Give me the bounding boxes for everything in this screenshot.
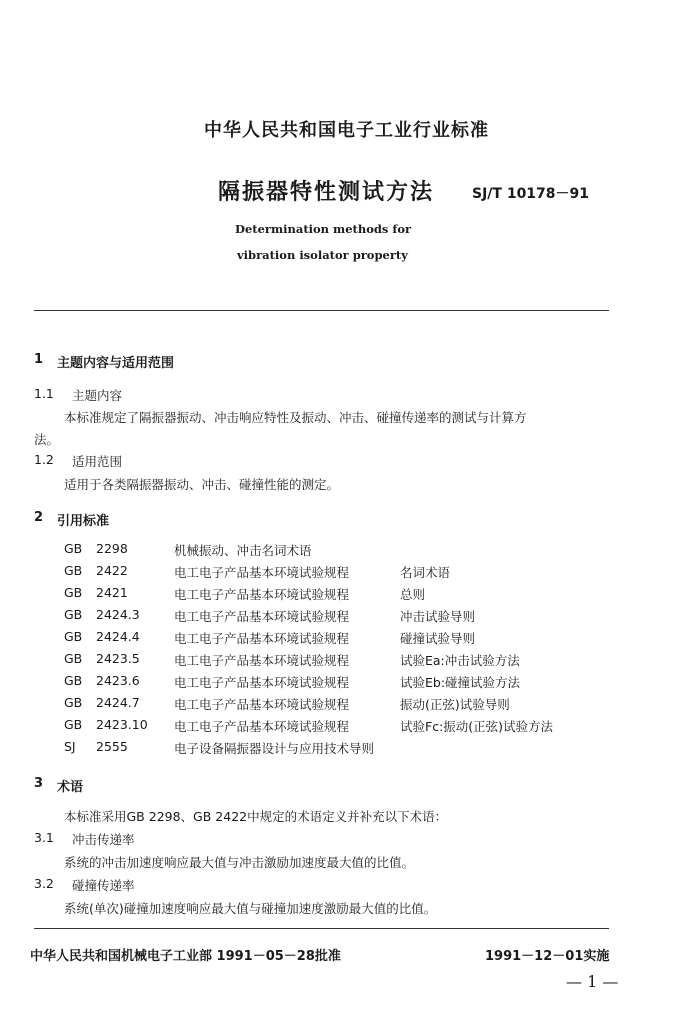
effective-date: 1991－12－01实施 [485, 949, 610, 964]
section-2-title: 引用标准 [57, 514, 110, 529]
section-3-1-title: 冲击传递率 [72, 832, 135, 847]
reference-title: 电工电子产品基本环境试验规程 [174, 675, 350, 690]
reference-number: 2424.4 [96, 629, 140, 644]
reference-subtitle: 冲击试验导则 [400, 609, 476, 624]
section-1-number: 1 [34, 352, 44, 367]
reference-number: 2423.5 [96, 651, 140, 666]
reference-org: GB [64, 695, 83, 710]
footer-divider [34, 928, 609, 929]
page-number: — 1 — [566, 972, 619, 991]
reference-title: 电工电子产品基本环境试验规程 [174, 587, 350, 602]
section-1-1-number: 1.1 [34, 386, 54, 401]
reference-number: 2424.7 [96, 695, 140, 710]
reference-number: 2424.3 [96, 607, 140, 622]
reference-number: 2298 [96, 541, 128, 556]
section-1-1-title: 主题内容 [72, 388, 123, 403]
reference-subtitle: 试验Eb:碰撞试验方法 [400, 675, 521, 690]
reference-number: 2421 [96, 585, 128, 600]
section-3-1-text: 系统的冲击加速度响应最大值与冲击激励加速度最大值的比值。 [64, 855, 415, 870]
reference-title: 电工电子产品基本环境试验规程 [174, 565, 350, 580]
reference-title: 电工电子产品基本环境试验规程 [174, 719, 350, 734]
reference-org: GB [64, 629, 83, 644]
section-3-title: 术语 [57, 780, 84, 795]
reference-number: 2423.10 [96, 717, 148, 732]
section-3-2-text: 系统(单次)碰撞加速度响应最大值与碰撞加速度激励最大值的比值。 [64, 901, 437, 916]
reference-number: 2423.6 [96, 673, 140, 688]
section-1-2-text: 适用于各类隔振器振动、冲击、碰撞性能的测定。 [64, 477, 340, 492]
reference-org: SJ [64, 739, 76, 754]
standard-code: SJ/T 10178－91 [472, 186, 590, 202]
reference-subtitle: 名词术语 [400, 565, 451, 580]
reference-org: GB [64, 651, 83, 666]
section-1-1-text: 本标准规定了隔振器振动、冲击响应特性及振动、冲击、碰撞传递率的测试与计算方 [64, 410, 527, 425]
reference-subtitle: 试验Fc:振动(正弦)试验方法 [400, 719, 554, 734]
section-1-2-title: 适用范围 [72, 454, 123, 469]
section-3-intro: 本标准采用GB 2298、GB 2422中规定的术语定义并补充以下术语： [64, 809, 448, 824]
english-title-line1: Determination methods for [235, 222, 412, 236]
reference-subtitle: 总则 [400, 587, 426, 602]
reference-org: GB [64, 541, 83, 556]
english-title-line2: vibration isolator property [237, 248, 408, 262]
section-1-2-number: 1.2 [34, 452, 54, 467]
issuing-org: 中华人民共和国电子工业行业标准 [204, 120, 489, 141]
section-1-title: 主题内容与适用范围 [57, 356, 175, 371]
reference-org: GB [64, 585, 83, 600]
reference-subtitle: 试验Ea:冲击试验方法 [400, 653, 520, 668]
reference-title: 电工电子产品基本环境试验规程 [174, 653, 350, 668]
section-3-2-number: 3.2 [34, 876, 54, 891]
reference-title: 电工电子产品基本环境试验规程 [174, 697, 350, 712]
reference-org: GB [64, 563, 83, 578]
section-3-1-number: 3.1 [34, 830, 54, 845]
reference-title: 电子设备隔振器设计与应用技术导则 [174, 741, 375, 756]
document-title: 隔振器特性测试方法 [218, 180, 435, 205]
header-divider [34, 310, 609, 311]
reference-title: 电工电子产品基本环境试验规程 [174, 631, 350, 646]
approval-date: 中华人民共和国机械电子工业部 1991－05－28批准 [30, 949, 341, 964]
section-3-2-title: 碰撞传递率 [72, 878, 135, 893]
reference-subtitle: 振动(正弦)试验导则 [400, 697, 510, 712]
section-1-1-text-cont: 法。 [34, 432, 60, 447]
reference-org: GB [64, 673, 83, 688]
reference-number: 2422 [96, 563, 128, 578]
reference-title: 电工电子产品基本环境试验规程 [174, 609, 350, 624]
section-2-number: 2 [34, 510, 44, 525]
reference-org: GB [64, 717, 83, 732]
reference-subtitle: 碰撞试验导则 [400, 631, 476, 646]
reference-title: 机械振动、冲击名词术语 [174, 543, 312, 558]
reference-org: GB [64, 607, 83, 622]
reference-number: 2555 [96, 739, 128, 754]
section-3-number: 3 [34, 776, 44, 791]
